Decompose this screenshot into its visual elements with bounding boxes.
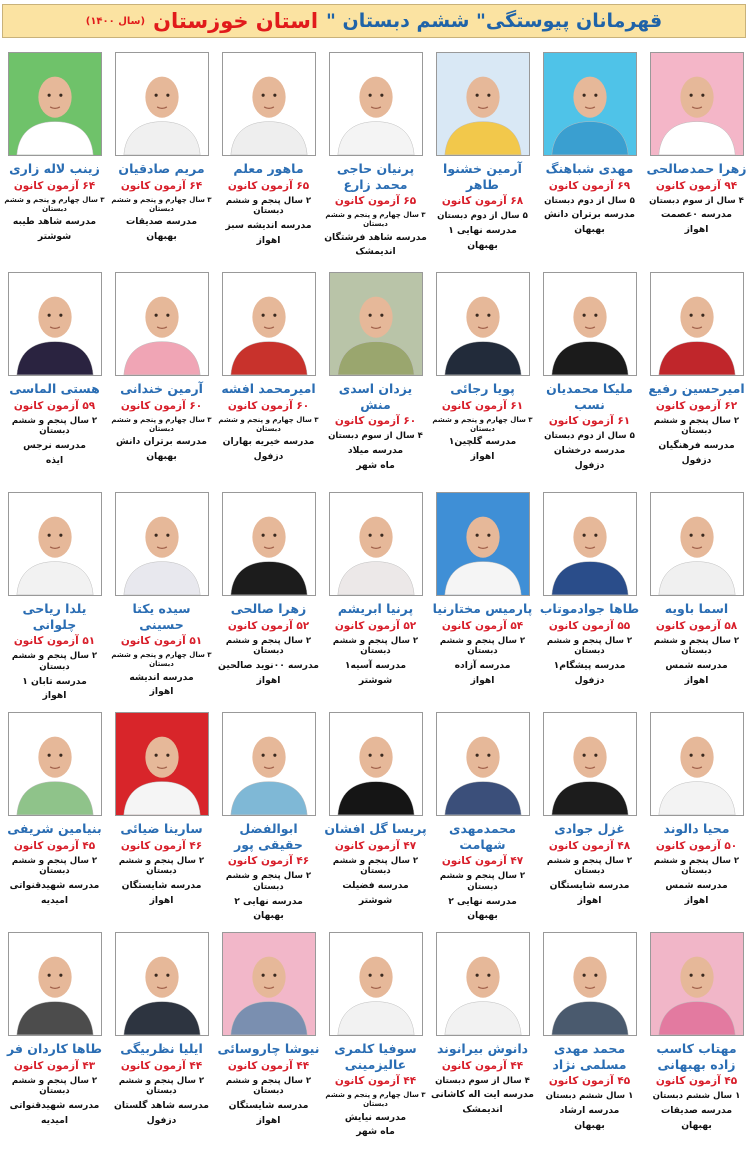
exam-count: ۶۰ آزمون کانون: [334, 415, 417, 428]
student-photo: [8, 712, 102, 816]
person-silhouette-icon: [330, 53, 422, 155]
city-name: اهواز: [256, 234, 281, 246]
student-name: زهرا صالحی: [230, 601, 307, 616]
person-silhouette-icon: [116, 53, 208, 155]
student-name: مهدی شباهنگ: [545, 161, 634, 176]
city-name: بهبهان: [253, 910, 284, 922]
school-name: مدرسه شاهد طیبه: [12, 216, 97, 228]
school-name: مدرسه نهایی ۲: [234, 895, 303, 907]
student-name: ملیکا محمدیان نسب: [546, 381, 633, 412]
student-name: مریم صادقیان: [118, 161, 205, 176]
student-name: طاها کاردان فر: [6, 1041, 103, 1056]
student-photo: [222, 492, 316, 596]
exam-count: ۶۵ آزمون کانون: [227, 179, 310, 192]
city-name: اهواز: [149, 894, 174, 906]
city-name: بهبهان: [681, 1119, 712, 1131]
student-name: محمد مهدی مسلمی نژاد: [552, 1041, 627, 1072]
student-card: [536, 488, 643, 708]
exam-count: ۴۵ آزمون کانون: [13, 839, 96, 852]
participation-years: ۴ سال از سوم دبستان: [328, 431, 423, 442]
person-silhouette-icon: [651, 493, 743, 595]
city-name: اهواز: [577, 894, 602, 906]
student-photo: [650, 932, 744, 1036]
student-name: آرمین خشنوا طاهر: [443, 161, 522, 192]
participation-years: ۲ سال پنجم و ششم دبستان: [653, 635, 740, 657]
participation-years: ۲ سال پنجم و ششم دبستان: [546, 635, 633, 657]
student-photo: [650, 492, 744, 596]
school-name: مدرسه شایستگان: [228, 1100, 309, 1112]
exam-count: ۶۲ آزمون کانون: [655, 399, 738, 412]
city-name: شوشتر: [358, 894, 393, 906]
school-name: مدرسه اندیشه: [129, 671, 194, 683]
school-name: مدرسه صدیقات: [660, 1105, 733, 1117]
exam-count: ۶۰ آزمون کانون: [120, 399, 203, 412]
student-card: [108, 708, 215, 928]
title-main: قهرمانان پیوستگی" ششم دبستان ": [326, 10, 663, 32]
student-name: دانوش بیرانوند: [436, 1041, 529, 1056]
participation-years: ۳ سال چهارم و پنجم و ششم دبستان: [4, 195, 105, 213]
school-name: مدرسه فرهنگیان: [658, 440, 735, 452]
city-name: اهواز: [256, 674, 281, 686]
student-card: [322, 268, 429, 488]
student-card: [1, 268, 108, 488]
participation-years: ۲ سال پنجم و ششم دبستان: [118, 855, 205, 877]
student-card: [536, 48, 643, 268]
person-silhouette-icon: [116, 273, 208, 375]
student-card: [108, 928, 215, 1148]
student-name: پریسا گل افشان: [324, 821, 427, 836]
person-silhouette-icon: [544, 713, 636, 815]
person-silhouette-icon: [330, 493, 422, 595]
exam-count: ۴۶ آزمون کانون: [120, 839, 203, 852]
person-silhouette-icon: [116, 713, 208, 815]
school-name: مدرسه ارشاد: [559, 1105, 620, 1117]
student-photo: [329, 52, 423, 156]
city-name: اهواز: [149, 686, 174, 698]
student-photo: [543, 492, 637, 596]
city-name: اهواز: [256, 1114, 281, 1126]
person-silhouette-icon: [223, 53, 315, 155]
person-silhouette-icon: [651, 713, 743, 815]
school-name: مدرسه شمس: [665, 880, 728, 892]
exam-count: ۴۸ آزمون کانون: [548, 839, 631, 852]
person-silhouette-icon: [330, 273, 422, 375]
school-name: مدرسه شمس: [665, 660, 728, 672]
student-photo: [650, 712, 744, 816]
student-card: [429, 708, 536, 928]
student-name: ماهور معلم: [233, 161, 304, 176]
participation-years: ۳ سال چهارم و پنجم و ششم دبستان: [325, 1091, 426, 1109]
exam-count: ۶۹ آزمون کانون: [548, 179, 631, 192]
participation-years: ۵ سال از دوم دبستان: [544, 431, 635, 442]
student-photo: [436, 932, 530, 1036]
student-photo: [329, 932, 423, 1036]
person-silhouette-icon: [9, 713, 101, 815]
student-photo: [329, 272, 423, 376]
exam-count: ۵۸ آزمون کانون: [655, 619, 738, 632]
participation-years: ۲ سال پنجم و ششم دبستان: [332, 635, 419, 657]
city-name: بهبهان: [146, 450, 177, 462]
student-name: هستی الماسی: [9, 381, 100, 396]
student-name: پرنیا ابریشم: [337, 601, 414, 616]
student-card: [429, 48, 536, 268]
participation-years: ۵ سال از دوم دبستان: [437, 211, 528, 222]
exam-count: ۶۴ آزمون کانون: [13, 179, 96, 192]
city-name: اهواز: [684, 223, 709, 235]
student-card: [1, 48, 108, 268]
participation-years: ۲ سال پنجم و ششم دبستان: [653, 415, 740, 437]
exam-count: ۵۲ آزمون کانون: [227, 619, 310, 632]
school-name: مدرسه اندیشه سبز: [225, 220, 312, 232]
participation-years: ۲ سال پنجم و ششم دبستان: [546, 855, 633, 877]
person-silhouette-icon: [651, 273, 743, 375]
city-name: اهواز: [470, 674, 495, 686]
student-photo: [543, 52, 637, 156]
participation-years: ۲ سال پنجم و ششم دبستان: [225, 1075, 312, 1097]
exam-count: ۴۶ آزمون کانون: [227, 855, 310, 868]
student-photo: [115, 52, 209, 156]
person-silhouette-icon: [9, 273, 101, 375]
exam-count: ۴۴ آزمون کانون: [334, 1075, 417, 1088]
student-name: سارینا ضیائی: [120, 821, 203, 836]
school-name: مدرسه شاهد فرشتگان: [324, 231, 427, 243]
school-name: مدرسه صدیقات: [125, 216, 198, 228]
student-card: [322, 48, 429, 268]
school-name: مدرسه تابان ۱: [22, 675, 87, 687]
person-silhouette-icon: [651, 53, 743, 155]
school-name: مدرسه نرجس: [23, 440, 86, 452]
student-name: بنیامین شریفی: [7, 821, 102, 836]
title-province: استان خوزستان: [153, 9, 319, 33]
exam-count: ۶۴ آزمون کانون: [120, 179, 203, 192]
city-name: شوشتر: [37, 230, 72, 242]
student-card: [322, 708, 429, 928]
person-silhouette-icon: [437, 933, 529, 1035]
school-name: مدرسه پیشگام۱: [553, 660, 626, 672]
city-name: دزفول: [681, 454, 712, 466]
student-photo: [543, 932, 637, 1036]
school-name: مدرسه نهایی ۱: [448, 225, 517, 237]
student-card: [215, 48, 322, 268]
participation-years: ۲ سال پنجم و ششم دبستان: [11, 1075, 98, 1097]
person-silhouette-icon: [9, 493, 101, 595]
person-silhouette-icon: [223, 933, 315, 1035]
participation-years: ۲ سال پنجم و ششم دبستان: [225, 195, 312, 217]
student-photo: [222, 272, 316, 376]
city-name: دزفول: [146, 1114, 177, 1126]
city-name: اهواز: [684, 894, 709, 906]
person-silhouette-icon: [116, 493, 208, 595]
city-name: امیدیه: [41, 894, 68, 906]
student-card: [322, 928, 429, 1148]
student-card: [1, 488, 108, 708]
school-name: مدرسه آسیه۱: [344, 660, 407, 672]
participation-years: ۲ سال پنجم و ششم دبستان: [439, 871, 526, 893]
student-card: [108, 48, 215, 268]
student-photo: [436, 492, 530, 596]
student-name: ایلیا نظربیگی: [120, 1041, 203, 1056]
person-silhouette-icon: [116, 933, 208, 1035]
participation-years: ۳ سال چهارم و پنجم و ششم دبستان: [325, 211, 426, 229]
exam-count: ۴۴ آزمون کانون: [441, 1059, 524, 1072]
student-name: پارمیس مختارنیا: [432, 601, 533, 616]
person-silhouette-icon: [330, 933, 422, 1035]
student-photo: [222, 52, 316, 156]
person-silhouette-icon: [437, 273, 529, 375]
student-name: یلدا ریاحی چلوانی: [22, 601, 87, 632]
participation-years: ۳ سال چهارم و پنجم و ششم دبستان: [432, 415, 533, 433]
student-name: پویا رجائی: [450, 381, 515, 396]
city-name: امیدیه: [41, 1114, 68, 1126]
participation-years: ۲ سال پنجم و ششم دبستان: [11, 415, 98, 437]
student-name: سیده یکتا حسینی: [132, 601, 191, 632]
student-name: یزدان اسدی منش: [338, 381, 413, 412]
student-name: محیا دالوند: [663, 821, 730, 836]
school-name: مدرسه برتران دانش: [544, 209, 635, 221]
student-card: [1, 708, 108, 928]
school-name: مدرسه ٠٠نوید صالحین: [218, 660, 319, 672]
participation-years: ۲ سال پنجم و ششم دبستان: [225, 871, 312, 893]
student-name: امیرحسین رفیع: [648, 381, 745, 396]
city-name: دزفول: [574, 674, 605, 686]
participation-years: ۲ سال پنجم و ششم دبستان: [11, 651, 98, 673]
school-name: مدرسه ایت اله کاشانی: [430, 1089, 534, 1101]
school-name: مدرسه فضیلت: [342, 880, 409, 892]
student-photo: [650, 272, 744, 376]
student-name: پرنیان حاجی محمد زارع: [336, 161, 415, 192]
participation-years: ۱ سال ششم دبستان: [652, 1091, 741, 1102]
student-card: [643, 708, 750, 928]
exam-count: ۶۱ آزمون کانون: [441, 399, 524, 412]
school-name: مدرسه درخشان: [553, 445, 626, 457]
exam-count: ۵۱ آزمون کانون: [120, 635, 203, 648]
student-card: [215, 708, 322, 928]
student-photo: [436, 712, 530, 816]
student-name: نیوشا چاروسائی: [217, 1041, 320, 1056]
participation-years: ۳ سال چهارم و پنجم و ششم دبستان: [218, 415, 319, 433]
participation-years: ۲ سال پنجم و ششم دبستان: [332, 855, 419, 877]
person-silhouette-icon: [9, 53, 101, 155]
school-name: مدرسه میلاد: [347, 445, 404, 457]
participation-years: ۳ سال چهارم و پنجم و ششم دبستان: [111, 195, 212, 213]
student-photo: [222, 712, 316, 816]
exam-count: ۵۴ آزمون کانون: [441, 619, 524, 632]
student-card: [215, 488, 322, 708]
student-card: [215, 268, 322, 488]
school-name: مدرسه گلچین۱: [448, 436, 517, 448]
exam-count: ۵۱ آزمون کانون: [13, 635, 96, 648]
student-name: امیرمحمد افشه: [221, 381, 316, 396]
school-name: مدرسه خیریه بهاران: [222, 436, 315, 448]
participation-years: ۱ سال ششم دبستان: [545, 1091, 634, 1102]
city-name: اندیمشک: [462, 1103, 503, 1115]
student-card: [322, 488, 429, 708]
person-silhouette-icon: [330, 713, 422, 815]
city-name: بهبهان: [467, 239, 498, 251]
participation-years: ۲ سال پنجم و ششم دبستان: [11, 855, 98, 877]
participation-years: ۳ سال چهارم و پنجم و ششم دبستان: [111, 415, 212, 433]
student-photo: [222, 932, 316, 1036]
student-card: [643, 488, 750, 708]
city-name: ماه شهر: [356, 1126, 395, 1138]
city-name: دزفول: [574, 459, 605, 471]
student-name: زینب لاله زاری: [9, 161, 100, 176]
student-photo: [8, 52, 102, 156]
exam-count: ۹۴ آزمون کانون: [655, 179, 738, 192]
person-silhouette-icon: [223, 713, 315, 815]
person-silhouette-icon: [651, 933, 743, 1035]
student-photo: [115, 932, 209, 1036]
student-name: طاها جوادموتاب: [539, 601, 640, 616]
student-grid: [0, 48, 750, 1148]
student-card: [536, 268, 643, 488]
person-silhouette-icon: [544, 493, 636, 595]
person-silhouette-icon: [544, 273, 636, 375]
school-name: مدرسه شهیدقنواتی: [9, 880, 100, 892]
person-silhouette-icon: [437, 713, 529, 815]
exam-count: ۵۵ آزمون کانون: [548, 619, 631, 632]
city-name: بهبهان: [574, 223, 605, 235]
person-silhouette-icon: [437, 53, 529, 155]
person-silhouette-icon: [223, 493, 315, 595]
person-silhouette-icon: [223, 273, 315, 375]
school-name: مدرسه نیایش: [344, 1111, 407, 1123]
student-card: [429, 488, 536, 708]
city-name: بهبهان: [574, 1119, 605, 1131]
participation-years: ۲ سال پنجم و ششم دبستان: [118, 1075, 205, 1097]
student-card: [215, 928, 322, 1148]
participation-years: ۳ سال چهارم و پنجم و ششم دبستان: [111, 651, 212, 669]
participation-years: ۴ سال از سوم دبستان: [435, 1075, 530, 1086]
city-name: اندیمشک: [355, 246, 396, 258]
exam-count: ۴۴ آزمون کانون: [120, 1059, 203, 1072]
city-name: ماه شهر: [356, 459, 395, 471]
student-photo: [115, 492, 209, 596]
exam-count: ۴۷ آزمون کانون: [334, 839, 417, 852]
student-photo: [115, 712, 209, 816]
exam-count: ۵۹ آزمون کانون: [13, 399, 96, 412]
student-photo: [329, 492, 423, 596]
page-title: [2, 4, 746, 38]
student-card: [536, 708, 643, 928]
person-silhouette-icon: [544, 53, 636, 155]
city-name: اهواز: [684, 674, 709, 686]
city-name: اهواز: [470, 450, 495, 462]
exam-count: ۵۲ آزمون کانون: [334, 619, 417, 632]
participation-years: ۲ سال پنجم و ششم دبستان: [225, 635, 312, 657]
student-photo: [8, 492, 102, 596]
school-name: مدرسه شایستگان: [121, 880, 202, 892]
student-card: [429, 268, 536, 488]
student-photo: [8, 272, 102, 376]
school-name: مدرسه شهیدقنواتی: [9, 1100, 100, 1112]
participation-years: ۲ سال پنجم و ششم دبستان: [653, 855, 740, 877]
student-card: [1, 928, 108, 1148]
exam-count: ۶۸ آزمون کانون: [441, 195, 524, 208]
person-silhouette-icon: [9, 933, 101, 1035]
student-card: [643, 268, 750, 488]
exam-count: ۶۱ آزمون کانون: [548, 415, 631, 428]
student-photo: [329, 712, 423, 816]
title-year: (سال ۱۴۰۰): [85, 15, 146, 27]
student-photo: [543, 272, 637, 376]
school-name: مدرسه نهایی ۲: [448, 895, 517, 907]
school-name: مدرسه برتران دانش: [116, 436, 207, 448]
student-card: [643, 928, 750, 1148]
student-photo: [8, 932, 102, 1036]
city-name: ایذه: [45, 454, 64, 466]
city-name: اهواز: [42, 690, 67, 702]
student-photo: [436, 272, 530, 376]
student-name: زهرا حمدصالحی: [646, 161, 747, 176]
student-name: ابوالفضل حقیقی پور: [234, 821, 303, 852]
student-photo: [543, 712, 637, 816]
school-name: مدرسه آزاده: [454, 660, 511, 672]
city-name: بهبهان: [467, 910, 498, 922]
city-name: بهبهان: [146, 230, 177, 242]
exam-count: ۶۵ آزمون کانون: [334, 195, 417, 208]
exam-count: ۵۰ آزمون کانون: [655, 839, 738, 852]
student-card: [108, 488, 215, 708]
city-name: دزفول: [253, 450, 284, 462]
student-name: اسما باویه: [664, 601, 729, 616]
student-card: [108, 268, 215, 488]
student-photo: [436, 52, 530, 156]
student-name: سوفیا کلمری عالیزمینی: [334, 1041, 417, 1072]
exam-count: ۶۰ آزمون کانون: [227, 399, 310, 412]
student-name: محمدمهدی شهامت: [448, 821, 517, 852]
exam-count: ۴۳ آزمون کانون: [13, 1059, 96, 1072]
exam-count: ۴۵ آزمون کانون: [655, 1075, 738, 1088]
participation-years: ۲ سال پنجم و ششم دبستان: [439, 635, 526, 657]
exam-count: ۴۴ آزمون کانون: [227, 1059, 310, 1072]
school-name: مدرسه شایستگان: [549, 880, 630, 892]
student-card: [429, 928, 536, 1148]
student-name: آرمین خندانی: [120, 381, 203, 396]
exam-count: ۴۵ آزمون کانون: [548, 1075, 631, 1088]
participation-years: ۴ سال از سوم دبستان: [649, 195, 744, 206]
school-name: مدرسه شاهد گلستان: [114, 1100, 209, 1112]
student-card: [536, 928, 643, 1148]
exam-count: ۴۷ آزمون کانون: [441, 855, 524, 868]
person-silhouette-icon: [437, 493, 529, 595]
student-photo: [115, 272, 209, 376]
student-name: غزل جوادی: [554, 821, 625, 836]
participation-years: ۵ سال از دوم دبستان: [544, 195, 635, 206]
city-name: شوشتر: [358, 674, 393, 686]
student-card: [643, 48, 750, 268]
student-photo: [650, 52, 744, 156]
person-silhouette-icon: [544, 933, 636, 1035]
student-name: مهتاب کاسب زاده بهبهانی: [656, 1041, 737, 1072]
school-name: مدرسه ٠عصمت: [661, 209, 732, 221]
